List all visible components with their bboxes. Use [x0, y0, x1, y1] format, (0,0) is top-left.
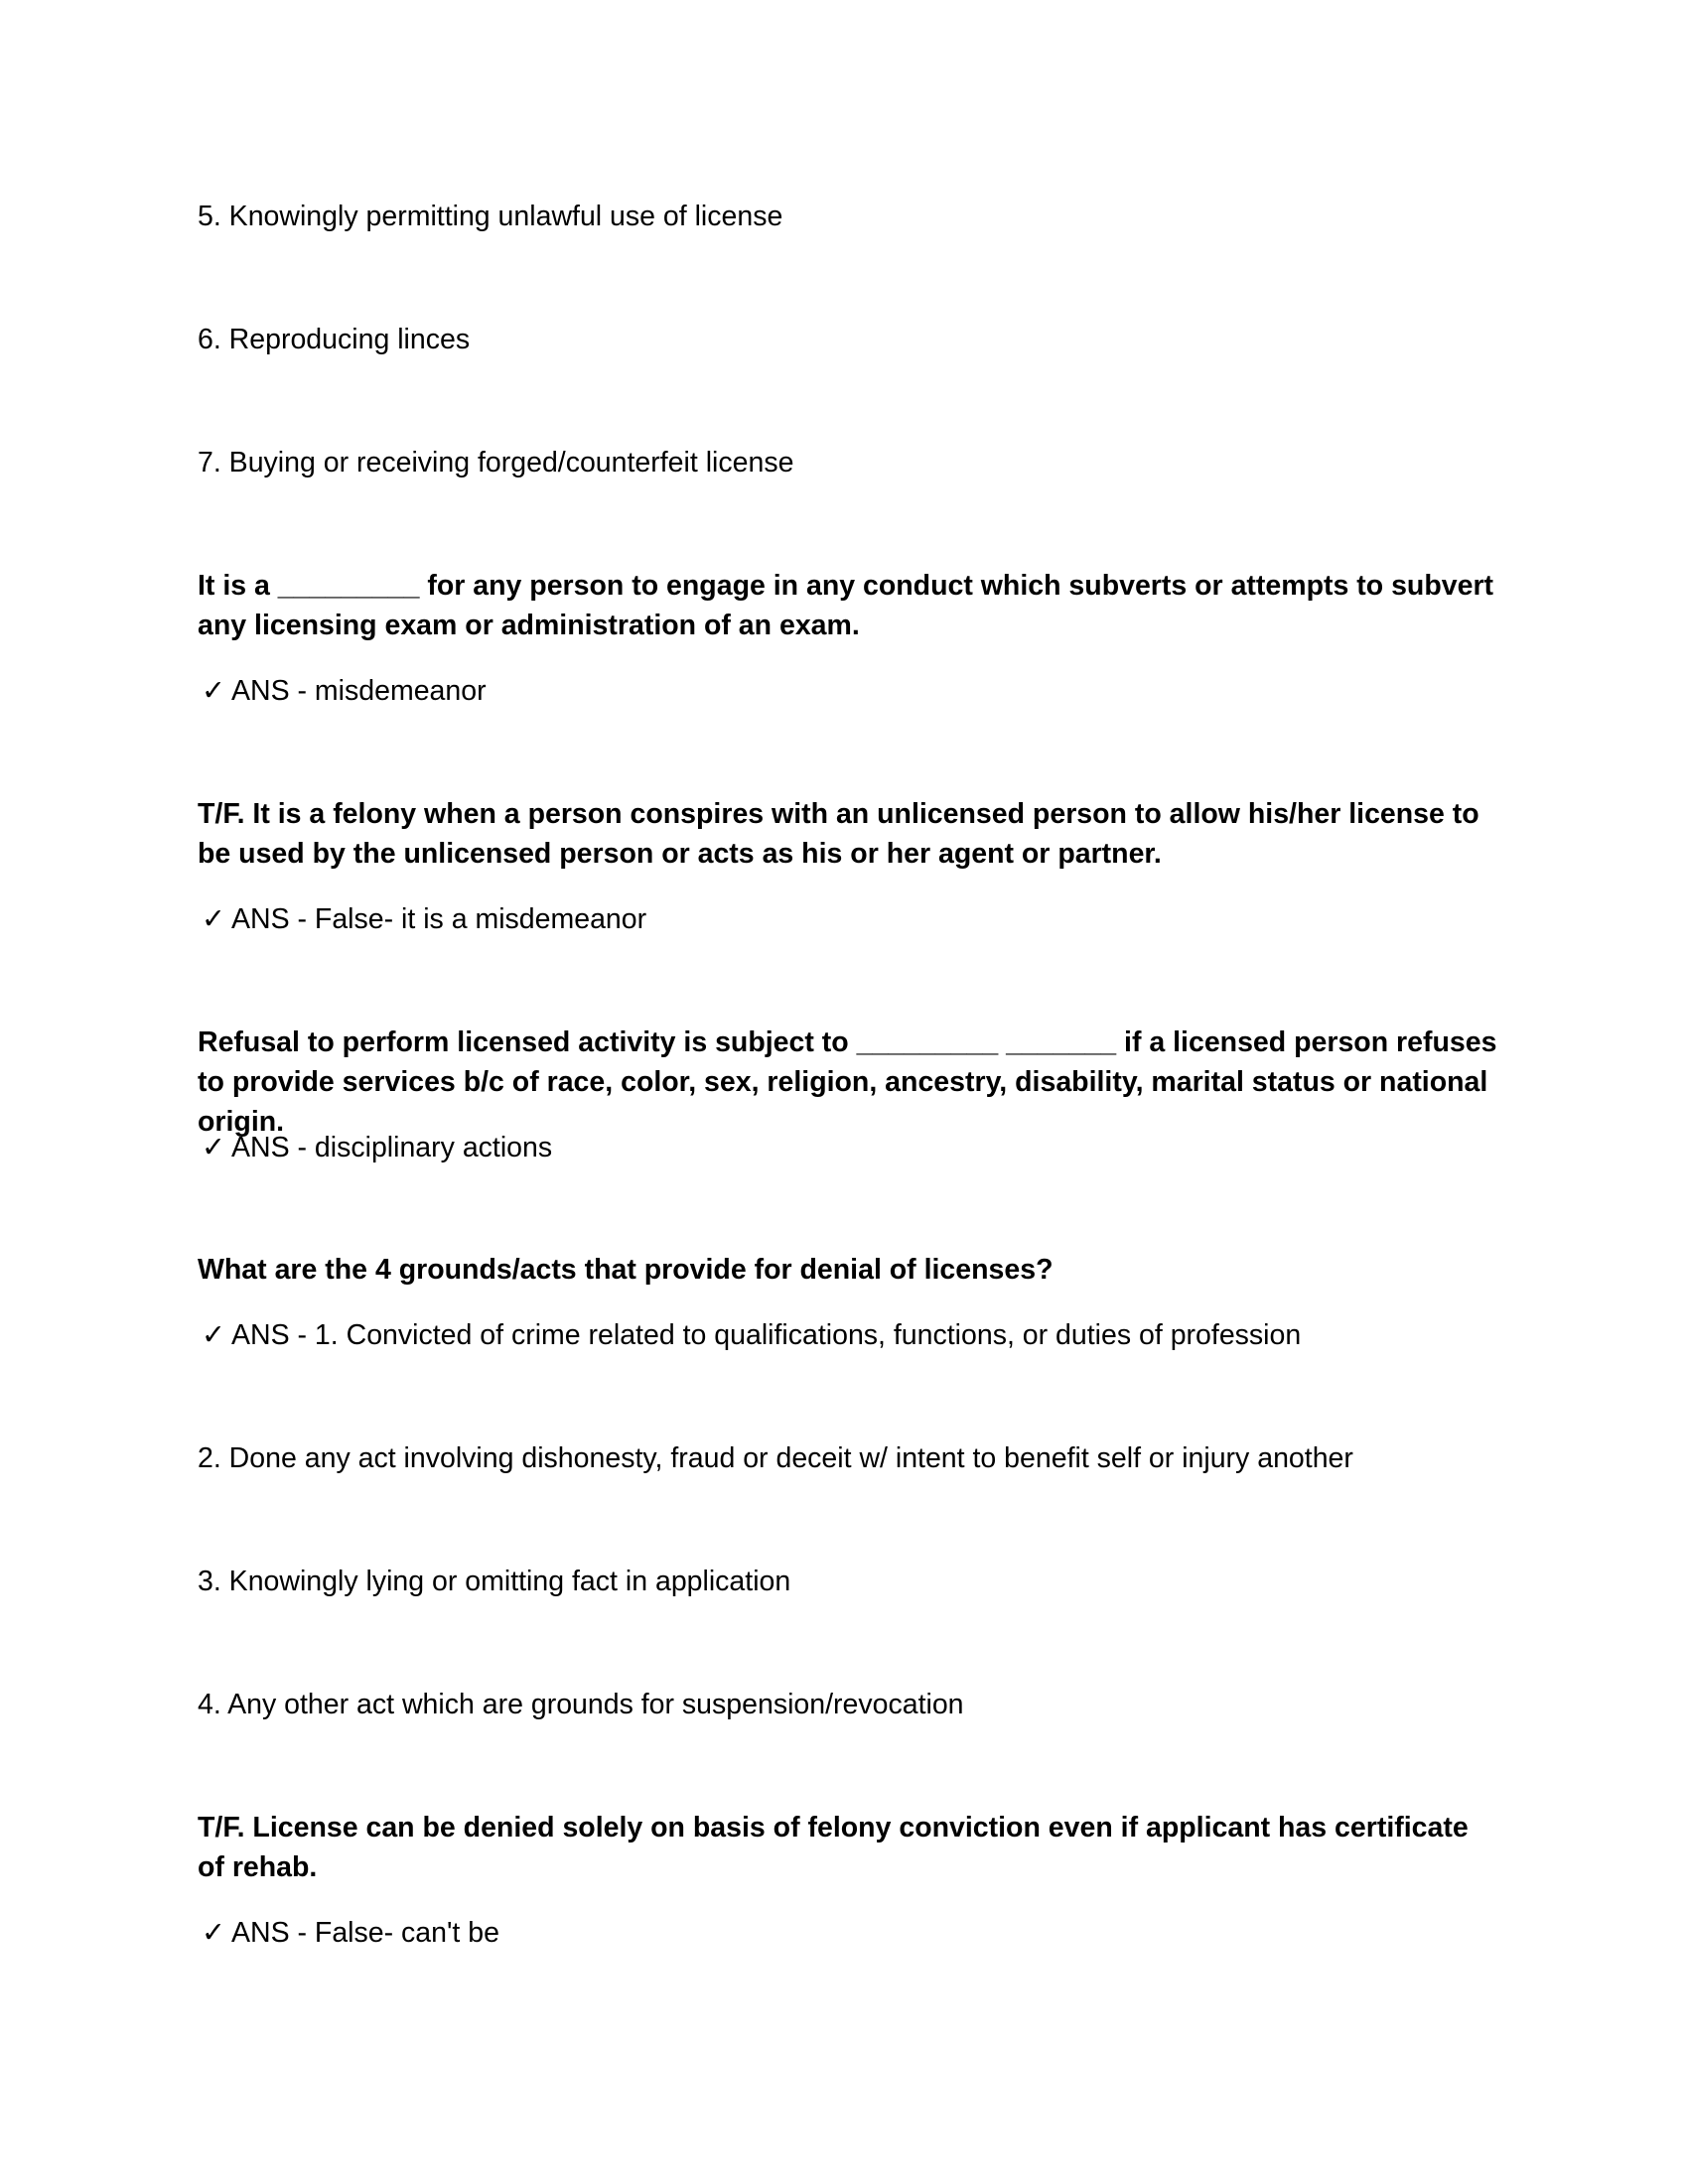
question-text: Refusal to perform licensed activity is subject to _________ _______ if a licensed person refuses to provide services b/c of race, color, sex, religion, ancestry, disability, marital status or national origin. [198, 1026, 1497, 1138]
list-item: 2. Done any act involving dishonesty, fraud or deceit w/ intent to benefit self or injury another [198, 1442, 1353, 1474]
answer-text: ANS - False- it is a misdemeanor [231, 903, 647, 935]
checkmark-icon: ✓ [202, 675, 225, 707]
checkmark-icon: ✓ [202, 1132, 225, 1163]
checkmark-icon: ✓ [202, 903, 225, 935]
question-text: It is a _________ for any person to engage in any conduct which subverts or attempts to subvert any licensing exam or administration of an exam. [198, 570, 1494, 641]
answer-text: ANS - disciplinary actions [231, 1132, 553, 1163]
answer-text: ANS - 1. Convicted of crime related to qualifications, functions, or duties of profession [231, 1319, 1302, 1351]
answer-line [202, 1128, 1502, 1167]
checkmark-icon: ✓ [202, 1917, 225, 1949]
list-item: 3. Knowingly lying or omitting fact in application [198, 1566, 791, 1597]
answer-line [202, 671, 1502, 711]
list-item: 5. Knowingly permitting unlawful use of license [198, 201, 783, 232]
answer-text: ANS - False- can't be [231, 1917, 499, 1949]
question-text: What are the 4 grounds/acts that provide for denial of licenses? [198, 1254, 1054, 1286]
list-item: 4. Any other act which are grounds for suspension/revocation [198, 1689, 964, 1720]
answer-line [202, 1913, 1502, 1953]
checkmark-icon: ✓ [202, 1319, 225, 1351]
list-item: 6. Reproducing linces [198, 324, 471, 355]
list-item: 7. Buying or receiving forged/counterfeit license [198, 447, 794, 478]
answer-line [202, 899, 1502, 939]
question-text: T/F. It is a felony when a person conspires with an unlicensed person to allow his/her license to be used by the unlicensed person or acts as his or her agent or partner. [198, 798, 1479, 870]
answer-line [202, 1315, 1502, 1355]
question-text: T/F. License can be denied solely on basis of felony conviction even if applicant has certificate of rehab. [198, 1812, 1469, 1883]
answer-text: ANS - misdemeanor [231, 675, 487, 707]
